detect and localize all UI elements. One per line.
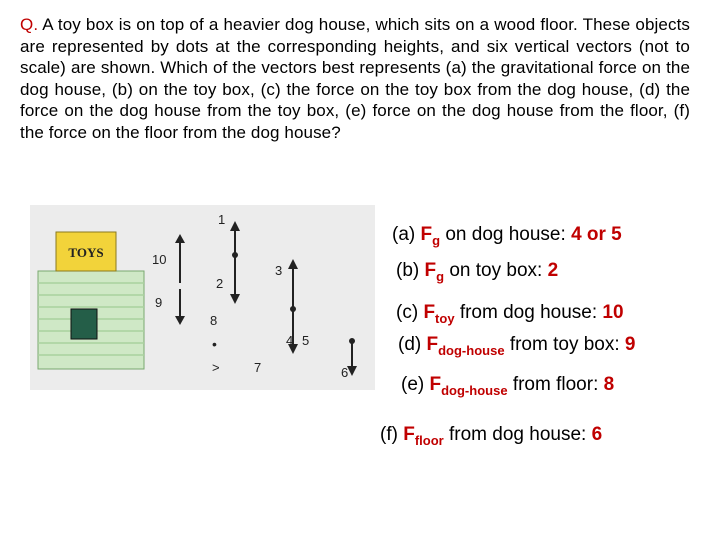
answer-e-subscript: dog-house (441, 383, 508, 398)
answer-b-text: on toy box: (444, 260, 548, 281)
force-diagram (30, 205, 375, 390)
answer-e (401, 374, 614, 398)
answer-d (398, 334, 636, 358)
answer-d-prefix: (d) (398, 334, 427, 355)
answer-f (380, 424, 602, 448)
label-8: 8 (210, 313, 218, 328)
answer-a-text: on dog house: (440, 224, 572, 245)
answer-e-text: from floor: (507, 374, 604, 395)
vector-label-2: 2 (216, 276, 224, 291)
answer-f-value: 6 (591, 424, 603, 445)
vector-label-3: 3 (275, 263, 283, 278)
answer-b-value: 2 (547, 260, 559, 281)
vector-label-4: 4 (286, 333, 294, 348)
answer-f-text: from dog house: (443, 424, 592, 445)
answer-a-symbol: F (420, 224, 433, 245)
label-arrow: > (212, 360, 220, 375)
answer-c-value: 10 (602, 302, 624, 323)
answer-d-text: from toy box: (504, 334, 625, 355)
toy-box-label: TOYS (68, 245, 104, 260)
answer-a-subscript: g (432, 233, 441, 248)
answer-c (396, 302, 624, 326)
question-text (20, 14, 690, 143)
answer-e-symbol: F (429, 374, 442, 395)
vector-label-6: 6 (341, 365, 349, 380)
answer-a (392, 224, 622, 248)
vector-label-1: 1 (218, 212, 226, 227)
question-prefix: Q. (20, 15, 39, 34)
label-7: 7 (254, 360, 262, 375)
label-9: 9 (155, 295, 163, 310)
question-body: A toy box is on top of a heavier dog house, which sits on a wood floor. These objects are represented by dots at the corresponding heights, and six vertical vectors (not to scale) are shown. Which of the vectors best represents (a) the gravitational force on the dog house, (b) on the toy box, (c) the force on the toy box from the dog house, (d) the force on the dog house from the toy box, (e) force on the dog house from the floor, (f) the force on the floor from the dog house? (20, 15, 690, 142)
label-dot: • (212, 336, 217, 352)
answer-c-text: from dog house: (454, 302, 603, 323)
answer-c-symbol: F (423, 302, 436, 323)
answer-f-subscript: floor (414, 433, 444, 448)
vector-label-5: 5 (302, 333, 310, 348)
answer-e-value: 8 (603, 374, 615, 395)
answer-b (396, 260, 558, 284)
answer-a-prefix: (a) (392, 224, 421, 245)
answer-b-symbol: F (424, 260, 437, 281)
answer-c-subscript: toy (435, 311, 455, 326)
answer-d-subscript: dog-house (438, 343, 505, 358)
dog-house-door (71, 309, 97, 339)
answer-d-value: 9 (624, 334, 636, 355)
answer-d-symbol: F (426, 334, 439, 355)
answer-a-value: 4 or 5 (571, 224, 622, 245)
toy-box (56, 232, 116, 271)
answer-f-prefix: (f) (380, 424, 404, 445)
answer-f-symbol: F (403, 424, 415, 445)
answer-c-prefix: (c) (396, 302, 424, 323)
answer-b-prefix: (b) (396, 260, 425, 281)
answer-b-subscript: g (436, 269, 445, 284)
answer-e-prefix: (e) (401, 374, 430, 395)
label-10: 10 (152, 252, 167, 267)
dog-house (38, 271, 144, 369)
